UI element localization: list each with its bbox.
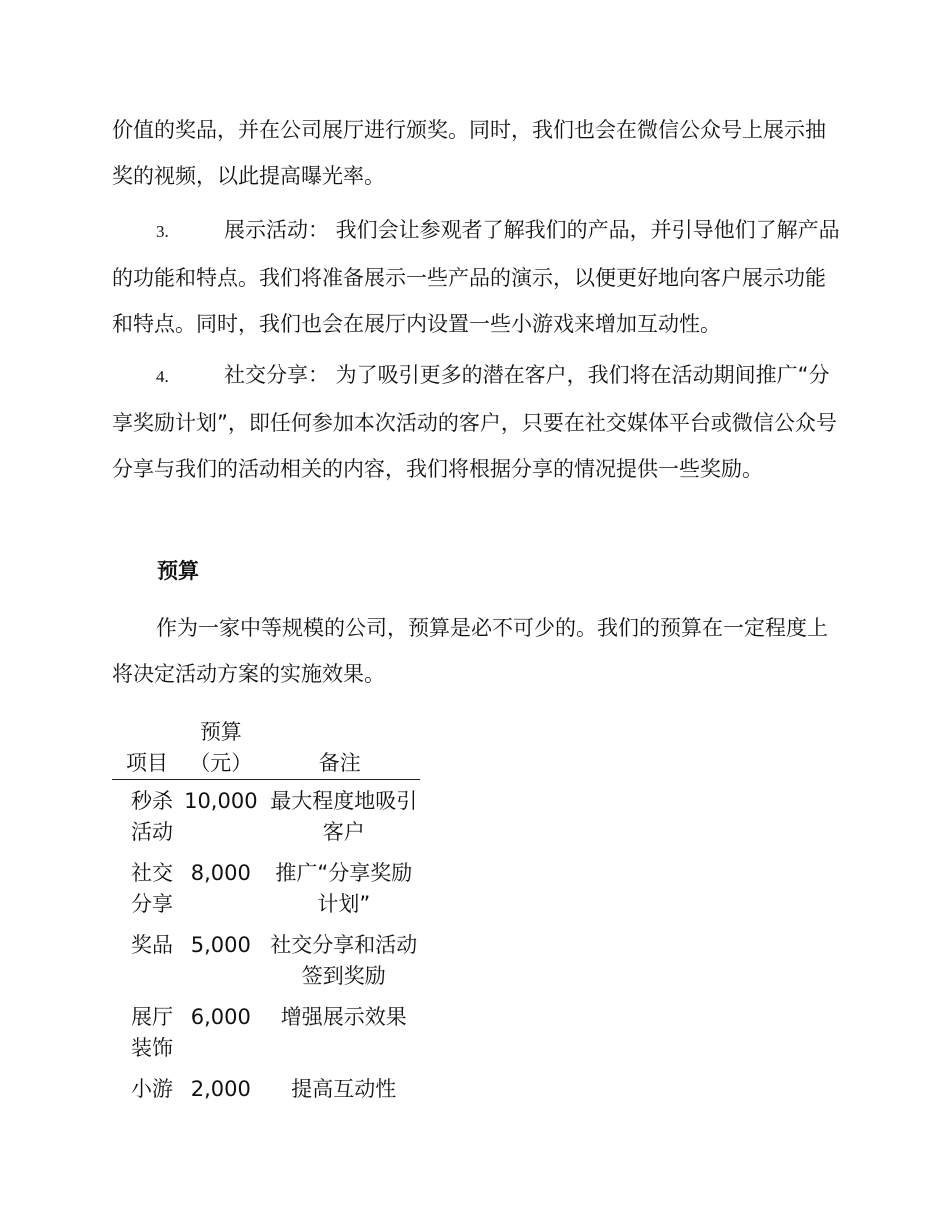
cell-item: 社交分享 bbox=[131, 861, 174, 916]
list-item-social-share bbox=[112, 352, 842, 492]
cell-amount: 6,000 bbox=[190, 1005, 251, 1029]
paragraph-budget-intro: 作为一家中等规模的公司，预算是必不可少的。我们的预算在一定程度上将决定活动方案的实施效果。 bbox=[112, 616, 828, 686]
cell-notes: 社交分享和活动签到奖励 bbox=[270, 933, 418, 988]
cell-item: 展厅装饰 bbox=[131, 1005, 174, 1060]
cell-item: 奖品 bbox=[131, 933, 174, 957]
cell-amount: 8,000 bbox=[190, 861, 251, 885]
list-text: 展示活动： 我们会让参观者了解我们的产品，并引导他们了解产品的功能和特点。我们将准备展示一些产品的演示，以便更好地向客户展示功能和特点。同时，我们也会在展厅内设置一些小游戏来增加互动性。 bbox=[112, 218, 840, 336]
header-item: 项目 bbox=[112, 715, 182, 780]
cell-notes: 最大程度地吸引客户 bbox=[270, 789, 418, 844]
table-row bbox=[112, 924, 420, 996]
table-row bbox=[112, 780, 420, 853]
list-text: 社交分享： 为了吸引更多的潜在客户，我们将在活动期间推广“分享奖励计划”，即任何参加本次活动的客户，只要在社交媒体平台或微信公众号分享与我们的活动相关的内容，我们将根据分享的情况提供一些奖励。 bbox=[112, 363, 837, 481]
table-row bbox=[112, 852, 420, 924]
cell-amount: 2,000 bbox=[190, 1077, 251, 1101]
cell-amount: 5,000 bbox=[190, 933, 251, 957]
budget-table bbox=[112, 715, 420, 1109]
cell-item: 小游 bbox=[131, 1077, 174, 1101]
paragraph-prizes: 价值的奖品，并在公司展厅进行颁奖。同时，我们也会在微信公众号上展示抽奖的视频，以此提高曝光率。 bbox=[112, 118, 826, 188]
cell-notes: 增强展示效果 bbox=[280, 1005, 407, 1029]
list-number: 4. bbox=[156, 367, 169, 386]
header-notes: 备注 bbox=[260, 715, 420, 780]
table-row bbox=[112, 1068, 420, 1109]
cell-item: 秒杀活动 bbox=[131, 789, 174, 844]
cell-notes: 提高互动性 bbox=[291, 1077, 397, 1101]
list-number: 3. bbox=[156, 222, 169, 241]
header-amount: 预算（元） bbox=[182, 715, 259, 780]
table-header-row bbox=[112, 715, 420, 780]
list-item-showcase bbox=[112, 207, 842, 347]
table-row bbox=[112, 996, 420, 1068]
cell-amount: 10,000 bbox=[184, 789, 258, 813]
cell-notes: 推广“分享奖励计划” bbox=[275, 861, 413, 916]
section-heading-budget: 预算 bbox=[157, 559, 199, 583]
